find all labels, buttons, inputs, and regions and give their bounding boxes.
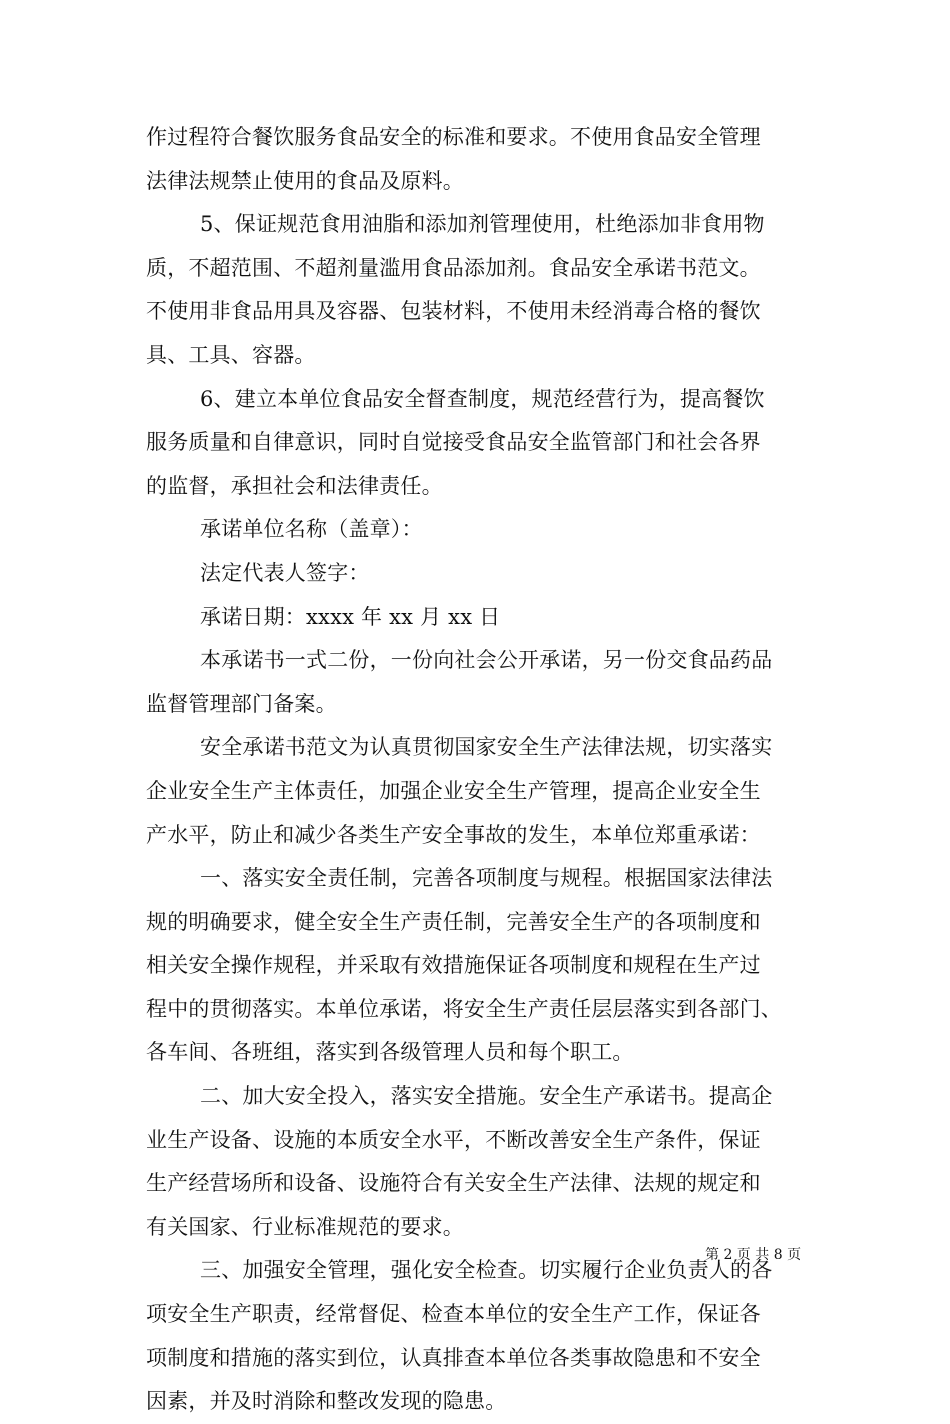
text-line: 规的明确要求，健全安全生产责任制，完善安全生产的各项制度和 bbox=[146, 909, 761, 934]
document-body bbox=[146, 116, 826, 1424]
text-line: 质，不超范围、不超剂量滥用食品添加剂。食品安全承诺书范文。 bbox=[146, 255, 761, 280]
text-line: 业生产设备、设施的本质安全水平，不断改善安全生产条件，保证 bbox=[146, 1127, 761, 1152]
text-line: 三、加强安全管理，强化安全检查。切实履行企业负责人的各 bbox=[200, 1258, 773, 1283]
text-line: 安全承诺书范文为认真贯彻国家安全生产法律法规，切实落实 bbox=[200, 735, 773, 760]
text-line: 项制度和措施的落实到位，认真排查本单位各类事故隐患和不安全 bbox=[146, 1345, 761, 1370]
text-line: 本承诺书一式二份，一份向社会公开承诺，另一份交食品药品 bbox=[200, 648, 773, 673]
text-line: 监督管理部门备案。 bbox=[146, 691, 337, 716]
text-line: 因素，并及时消除和整改发现的隐患。 bbox=[146, 1389, 507, 1414]
text-line: 承诺日期：xxxx 年 xx 月 xx 日 bbox=[200, 604, 501, 629]
text-line: 相关安全操作规程，并采取有效措施保证各项制度和规程在生产过 bbox=[146, 953, 761, 978]
text-line: 作过程符合餐饮服务食品安全的标准和要求。不使用食品安全管理 bbox=[146, 125, 761, 149]
text-line: 6、建立本单位食品安全督查制度，规范经营行为，提高餐饮 bbox=[200, 386, 765, 411]
text-line: 二、加大安全投入，落实安全措施。安全生产承诺书。提高企 bbox=[200, 1084, 773, 1109]
text-line: 承诺单位名称（盖章）： bbox=[200, 517, 423, 542]
text-line: 各车间、各班组，落实到各级管理人员和每个职工。 bbox=[146, 1040, 634, 1065]
page-number: 第 2 页 共 8 页 bbox=[705, 1247, 802, 1263]
text-line: 企业安全生产主体责任，加强企业安全生产管理，提高企业安全生 bbox=[146, 778, 761, 803]
text-line: 具、工具、容器。 bbox=[146, 342, 316, 367]
text-line: 不使用非食品用具及容器、包装材料，不使用未经消毒合格的餐饮 bbox=[146, 299, 761, 324]
text-line: 生产经营场所和设备、设施符合有关安全生产法律、法规的规定和 bbox=[146, 1171, 761, 1196]
text-line: 产水平，防止和减少各类生产安全事故的发生，本单位郑重承诺： bbox=[146, 822, 761, 847]
text-line: 的监督，承担社会和法律责任。 bbox=[146, 473, 443, 498]
text-line: 项安全生产职责，经常督促、检查本单位的安全生产工作，保证各 bbox=[146, 1302, 761, 1327]
text-line: 法律法规禁止使用的食品及原料。 bbox=[146, 168, 464, 193]
text-line: 有关国家、行业标准规范的要求。 bbox=[146, 1214, 464, 1239]
text-line: 法定代表人签字： bbox=[200, 560, 370, 585]
text-line: 一、落实安全责任制，完善各项制度与规程。根据国家法律法 bbox=[200, 866, 773, 891]
text-line: 程中的贯彻落实。本单位承诺，将安全生产责任层层落实到各部门、 bbox=[146, 996, 782, 1021]
text-line: 服务质量和自律意识，同时自觉接受食品安全监管部门和社会各界 bbox=[146, 430, 761, 455]
text-line: 5、保证规范食用油脂和添加剂管理使用，杜绝添加非食用物 bbox=[200, 212, 765, 237]
